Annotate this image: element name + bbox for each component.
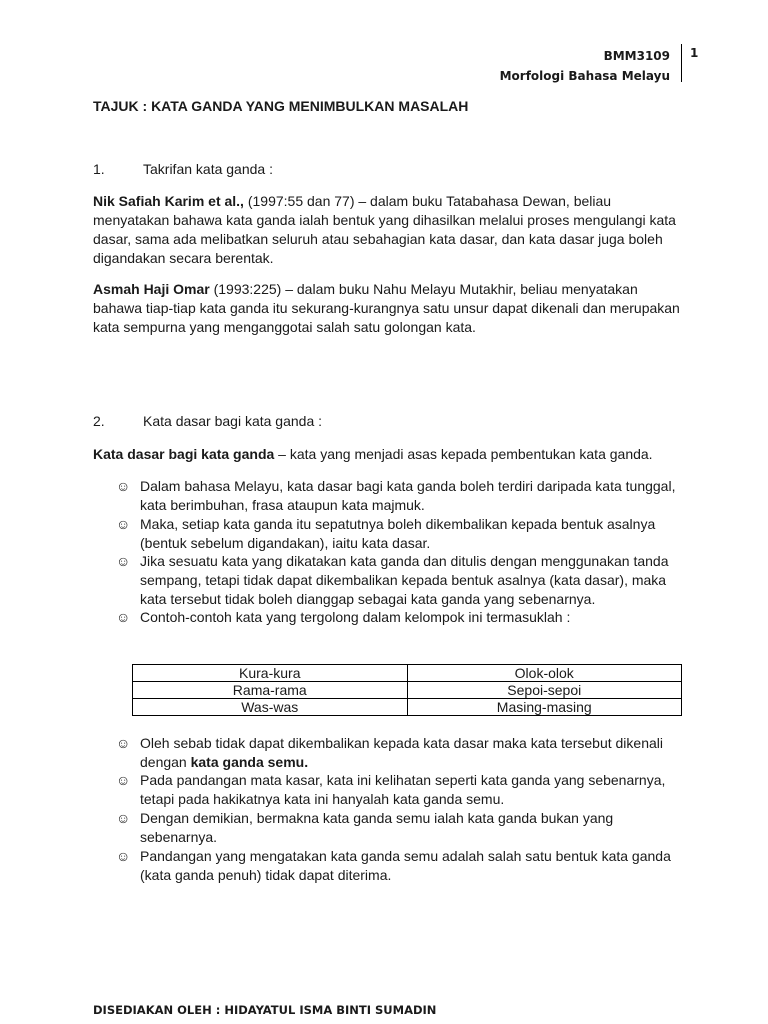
page-footer: DISEDIAKAN OLEH : HIDAYATUL ISMA BINTI SUMADIN [93,1003,437,1017]
list-item: ☺ Pada pandangan mata kasar, kata ini kelihatan seperti kata ganda yang sebenarnya, tetapi pada hakikatnya kata ini hanyalah kata ganda semu. [116,772,666,807]
table-cell: Sepoi-sepoi [407,682,682,699]
definition-text: – kata yang menjadi asas kepada pembentukan kata ganda. [274,446,653,462]
smiley-bullet-icon: ☺ [116,735,131,751]
author-name: Asmah Haji Omar [93,281,210,297]
list-item: ☺ Contoh-contoh kata yang tergolong dalam kelompok ini termasuklah : [116,609,571,625]
course-code: BMM3109 [603,49,670,63]
section1-heading [93,160,683,179]
paragraph-text: (1997:55 dan 77) – dalam buku Tatabahasa Dewan, beliau menyatakan bahawa kata ganda ialah bentuk yang dihasilkan melalui proses mengulangi kata dasar, sama ada melibatkan seluruh atau sebahagian kata dasar, dan kata dasar juga boleh digandakan secara berentak. [93,193,676,266]
smiley-bullet-icon: ☺ [116,516,131,532]
table-cell: Masing-masing [407,699,682,716]
section1-heading-text: Takrifan kata ganda : [143,161,273,177]
smiley-bullet-icon: ☺ [116,772,131,788]
table-cell: Kura-kura [133,665,408,682]
smiley-bullet-icon: ☺ [116,553,131,569]
smiley-bullet-icon: ☺ [116,848,131,864]
table-cell: Rama-rama [133,682,408,699]
table-row [133,699,682,716]
paragraph-text: (1993:225) – dalam buku Nahu Melayu Mutakhir, beliau menyatakan bahawa tiap-tiap kata ganda itu sekurang-kurangnya satu unsur dapat dikenali dan merupakan kata sempurna yang menganggotai salah satu golongan kata. [93,281,680,335]
course-subject: Morfologi Bahasa Melayu [499,69,670,83]
table-row [133,665,682,682]
section2-heading-text: Kata dasar bagi kata ganda : [143,413,323,429]
example-words-table [132,664,682,716]
section2-number: 2. [93,413,105,429]
page-number: 1 [690,46,699,60]
definition-paragraph-2 [93,280,683,337]
table-cell: Was-was [133,699,408,716]
section2-heading [93,412,683,431]
table-cell: Olok-olok [407,665,682,682]
author-name: Nik Safiah Karim et al., [93,193,244,209]
smiley-bullet-icon: ☺ [116,609,131,625]
list-item: ☺ Maka, setiap kata ganda itu sepatutnya boleh dikembalikan kepada bentuk asalnya (bentuk sebelum digandakan), iaitu kata dasar. [116,516,656,551]
table-row [133,682,682,699]
section1-number: 1. [93,161,105,177]
smiley-bullet-icon: ☺ [116,478,131,494]
key-term: kata ganda semu. [190,754,309,770]
smiley-bullet-icon: ☺ [116,810,131,826]
defined-term: Kata dasar bagi kata ganda [93,446,275,462]
list-item: ☺ Dengan demikian, bermakna kata ganda semu ialah kata ganda bukan yang sebenarnya. [116,810,614,845]
list-item: ☺ Dalam bahasa Melayu, kata dasar bagi kata ganda boleh terdiri daripada kata tunggal, kata berimbuhan, frasa ataupun kata majmuk. [116,478,676,513]
list-item: ☺ Pandangan yang mengatakan kata ganda semu adalah salah satu bentuk kata ganda (kata ganda penuh) tidak dapat diterima. [116,848,671,883]
header-divider [681,44,682,82]
definition-statement [93,445,683,464]
definition-paragraph-1 [93,192,683,268]
page-title: TAJUK : KATA GANDA YANG MENIMBULKAN MASALAH [93,98,469,114]
list-item: ☺ Jika sesuatu kata yang dikatakan kata ganda dan ditulis dengan menggunakan tanda sempang, tetapi tidak dapat dikembalikan kepada bentuk asalnya (kata dasar), maka kata tersebut tidak boleh dianggap sebagai kata ganda yang sebenarnya. [116,553,669,607]
list-item: ☺ Oleh sebab tidak dapat dikembalikan kepada kata dasar maka kata tersebut dikenali dengan kata ganda semu. [116,735,663,770]
page-header [500,46,678,86]
